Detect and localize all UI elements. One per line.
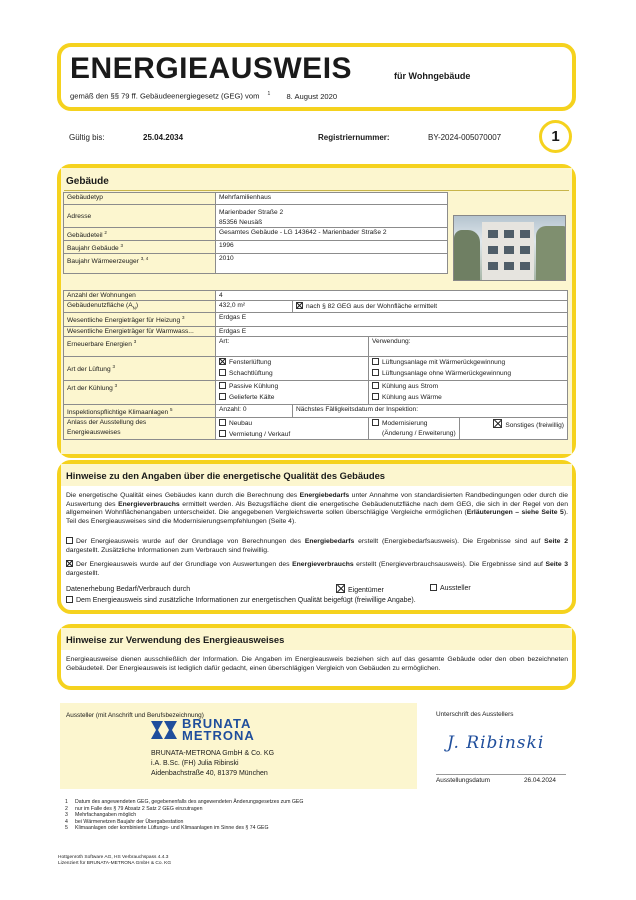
usage-section-title: Hinweise zur Verwendung des Energieausweises bbox=[66, 634, 285, 645]
units-label: Anzahl der Wohnungen bbox=[64, 291, 216, 301]
logo-line2: METRONA bbox=[182, 728, 255, 743]
area-value: 432,0 m² bbox=[216, 301, 293, 313]
footnote-5: 5 Klimaanlagen oder kombinierte Lüftungs- und Klimaanlagen im Sinne des § 74 GEG bbox=[65, 825, 269, 832]
address-line2: 85356 Neusäß bbox=[219, 219, 263, 226]
additional-info-checkbox[interactable] bbox=[66, 596, 73, 603]
data-collection-owner: Eigentümer bbox=[336, 584, 384, 595]
cooling-options-right: Kühlung aus Strom Kühlung aus Wärme bbox=[369, 380, 568, 404]
issuer-label: Aussteller (mit Anschrift und Berufsbezeichnung) bbox=[66, 712, 204, 719]
cooling-label: Art der Kühlung $^3$ bbox=[64, 380, 216, 404]
logo-line1: BRUNATA bbox=[182, 716, 252, 731]
law-reference bbox=[70, 91, 337, 101]
vent-norecovery-checkbox[interactable] bbox=[372, 369, 379, 376]
cool-delivered-checkbox[interactable] bbox=[219, 393, 226, 400]
area-label: Gebäudenutzfläche $(A_N)$ bbox=[64, 301, 216, 313]
footnote-4: 4 bei Wärmenetzen Baujahr der Übergabestation bbox=[65, 818, 184, 825]
reason-newbuild-checkbox[interactable] bbox=[219, 419, 226, 426]
hints-intro-paragraph: Die energetische Qualität eines Gebäudes kann durch die Berechnung des Energiebedarfs unter Annahme von standardisierten Randbedingungen oder durch die Auswertung des Energieverbrauchs ermittelt werden. Als Bezugsfläche dient die energetische Gebäudenutzfläche nach dem GEG, die sich in der Regel von den allgemeinen Wohnflächenangaben unterscheidet. Die angegebenen Vergleichswerte sollen überschlägige Vergleiche ermöglichen (Erläuterungen – siehe Seite 5). Teil des Energieausweises sind die Modernisierungsempfehlungen (Seite 4). bbox=[66, 492, 568, 525]
heater-year-label: Baujahr Wärmeerzeuger $^{3, 4}$ bbox=[64, 254, 216, 274]
brunata-logo-text bbox=[182, 718, 255, 742]
footnotes bbox=[65, 799, 303, 832]
software-note bbox=[58, 855, 171, 867]
photo-trees-left bbox=[454, 230, 480, 281]
address-value bbox=[216, 205, 448, 228]
additional-info-option: Dem Energieausweis sind zusätzliche Informationen zur energetischen Qualität beigefügt (freiwillige Angabe). bbox=[66, 596, 416, 605]
law-footnote: 1 bbox=[267, 91, 271, 97]
issue-date-label: Ausstellungsdatum bbox=[436, 777, 490, 784]
valid-until-label: Gültig bis: bbox=[69, 133, 105, 142]
building-title-rule bbox=[64, 190, 569, 191]
page-number-badge bbox=[539, 120, 572, 153]
ac-next-inspection: Nächstes Fälligkeitsdatum der Inspektion: bbox=[293, 404, 568, 417]
part-label: Gebäudeteil $^2$ bbox=[64, 228, 216, 241]
address-line1: Marienbader Straße 2 bbox=[219, 209, 284, 216]
data-collection-issuer: Aussteller bbox=[430, 584, 471, 593]
software-line1: Hottgenroth Software AG, HS Verbrauchspass 4.4.3 bbox=[58, 855, 169, 860]
signature-rule bbox=[436, 774, 566, 775]
demand-certificate-checkbox[interactable] bbox=[66, 537, 73, 544]
building-section-title: Gebäude bbox=[66, 176, 109, 187]
type-label: Gebäudetyp bbox=[64, 193, 216, 205]
address-label: Adresse bbox=[64, 205, 216, 228]
ac-label: Inspektionspflichtige Klimaanlagen $^5$ bbox=[64, 404, 216, 417]
ac-count: Anzahl: 0 bbox=[216, 404, 293, 417]
issuer-street: Aidenbachstraße 40, 81379 München bbox=[151, 770, 268, 777]
cool-heat-checkbox[interactable] bbox=[372, 393, 379, 400]
vent-recovery-checkbox[interactable] bbox=[372, 358, 379, 365]
carrier-water-label: Wesentliche Energieträger für Warmwass... bbox=[64, 326, 216, 336]
cool-power-checkbox[interactable] bbox=[372, 382, 379, 389]
document-title: ENERGIEAUSWEIS bbox=[70, 52, 353, 85]
area-method-checkbox[interactable] bbox=[296, 302, 303, 309]
reason-rent-sale-checkbox[interactable] bbox=[219, 430, 226, 437]
hints-demand-option: Der Energieausweis wurde auf der Grundlage von Berechnungen des Energiebedarfs erstellt (Energiebedarfsausweis). Die Ergebnisse sind auf Seite 2 dargestellt. Zusätzliche Informationen zum Verbrauch sind freiwillig. bbox=[66, 538, 569, 554]
software-line2: Lizenziert für BRUNATA-METRONA GmbH & Co. KG bbox=[58, 861, 172, 866]
issuer-person: i.A. B.Sc. (FH) Julia Ribinski bbox=[151, 760, 239, 767]
issuer-company: BRUNATA-METRONA GmbH & Co. KG bbox=[151, 750, 275, 757]
consumption-certificate-checkbox[interactable] bbox=[66, 560, 73, 567]
year-value: 1996 bbox=[216, 241, 448, 254]
footnote-2: 2 nur im Falle des § 79 Absatz 2 Satz 2 GEG einzutragen bbox=[65, 805, 203, 812]
collect-owner-checkbox[interactable] bbox=[336, 584, 345, 593]
reason-options-left: Neubau Vermietung / Verkauf bbox=[216, 417, 369, 439]
photo-building-facade bbox=[482, 222, 534, 281]
carrier-heat-label: Wesentliche Energieträger für Heizung $^3$ bbox=[64, 313, 216, 326]
hints-section-title: Hinweise zu den Angaben über die energetische Qualität des Gebäudes bbox=[66, 470, 386, 481]
reason-options-mid: Modernisierung (Änderung / Erweiterung) bbox=[369, 417, 460, 439]
usage-paragraph: Energieausweise dienen ausschließlich der Information. Die Angaben im Energieausweis beziehen sich auf das gesamte Gebäude oder den oben bezeichneten Gebäudeteil. Der Energieausweis ist lediglich dafür gedacht, einen überschlägigen Vergleich von Gebäuden zu ermöglichen. bbox=[66, 656, 568, 672]
carrier-water-value: Erdgas E bbox=[216, 326, 568, 336]
signature: J. Ribinski bbox=[447, 733, 545, 753]
carrier-heat-value: Erdgas E bbox=[216, 313, 568, 326]
vent-window-checkbox[interactable] bbox=[219, 358, 226, 365]
law-text: gemäß den §§ 79 ff. Gebäudeenergiegesetz (GEG) vom bbox=[70, 91, 260, 101]
units-value: 4 bbox=[216, 291, 568, 301]
reason-modernization-checkbox[interactable] bbox=[372, 419, 379, 426]
signature-label: Unterschrift des Ausstellers bbox=[436, 711, 514, 718]
hints-consumption-option: Der Energieausweis wurde auf der Grundlage von Auswertungen des Energieverbrauchs erstellt (Energieverbrauchsausweis). Die Ergebnisse sind auf Seite 3 dargestellt. bbox=[66, 561, 568, 577]
law-date: 8. August 2020 bbox=[286, 91, 338, 101]
footnote-1: 1 Datum des angewendeten GEG, gegebenenfalls des angewendeten Änderungsgesetzes zum GEG bbox=[65, 799, 304, 805]
cool-passive-checkbox[interactable] bbox=[219, 382, 226, 389]
cooling-options-left: Passive Kühlung Gelieferte Kälte bbox=[216, 380, 369, 404]
collect-issuer-checkbox[interactable] bbox=[430, 584, 437, 591]
valid-until-value: 25.04.2034 bbox=[143, 133, 184, 142]
renewables-label: Erneuerbare Energien $^3$ bbox=[64, 336, 216, 356]
renewables-use: Verwendung: bbox=[369, 336, 568, 356]
year-label: Baujahr Gebäude $^3$ bbox=[64, 241, 216, 254]
reason-options-right: Sonstiges (freiwillig) bbox=[459, 417, 567, 439]
vent-shaft-checkbox[interactable] bbox=[219, 369, 226, 376]
ventilation-options-left: Fensterlüftung Schachtlüftung bbox=[216, 356, 369, 380]
ventilation-label: Art der Lüftung $^3$ bbox=[64, 356, 216, 380]
reason-label: Anlass der Ausstellung des Energieausweises bbox=[64, 417, 216, 439]
reason-other-checkbox[interactable] bbox=[493, 419, 502, 428]
ventilation-options-right: Lüftungsanlage mit Wärmerückgewinnung Lüftungsanlage ohne Wärmerückgewinnung bbox=[369, 356, 568, 380]
photo-trees-right bbox=[536, 226, 566, 281]
building-photo bbox=[453, 215, 566, 281]
brunata-logo-icon bbox=[150, 719, 178, 741]
building-table-bottom bbox=[63, 290, 568, 440]
document-subtitle: für Wohngebäude bbox=[394, 71, 471, 81]
footnote-3: 3 Mehrfachangaben möglich bbox=[65, 812, 137, 819]
part-value: Gesamtes Gebäude - LG 143642 - Marienbader Straße 2 bbox=[216, 228, 448, 241]
area-method: nach § 82 GEG aus der Wohnfläche ermittelt bbox=[293, 301, 568, 313]
renewables-art: Art: bbox=[216, 336, 369, 356]
heater-year-value: 2010 bbox=[216, 254, 448, 274]
issuer-address bbox=[151, 749, 274, 779]
registration-value: BY-2024-005070007 bbox=[428, 133, 502, 142]
building-table-top bbox=[63, 192, 448, 274]
registration-label: Registriernummer: bbox=[318, 133, 390, 142]
data-collection-label: Datenerhebung Bedarf/Verbrauch durch bbox=[66, 586, 191, 593]
issue-date-value: 26.04.2024 bbox=[524, 777, 556, 784]
page-number: 1 bbox=[551, 128, 560, 145]
type-value: Mehrfamilienhaus bbox=[216, 193, 448, 205]
